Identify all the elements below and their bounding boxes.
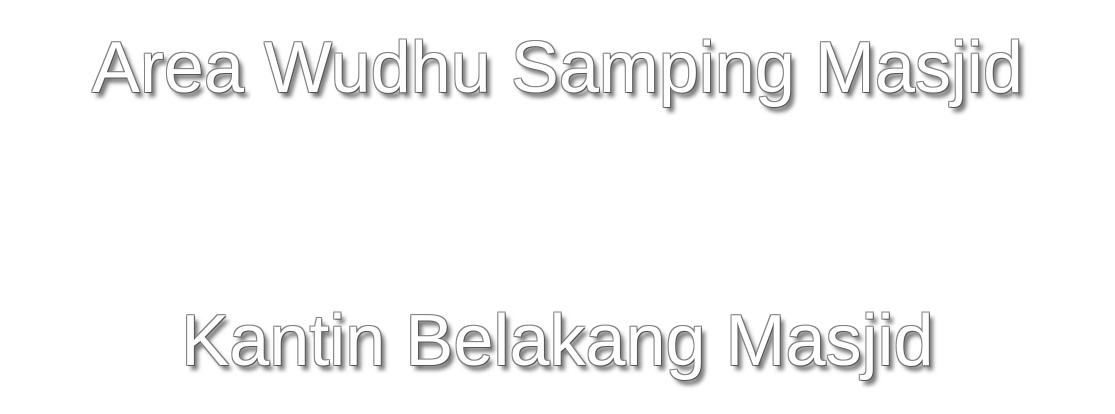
location-label-bottom: Kantin Belakang Masjid [181, 301, 934, 381]
location-label-top: Area Wudhu Samping Masjid [91, 28, 1024, 108]
